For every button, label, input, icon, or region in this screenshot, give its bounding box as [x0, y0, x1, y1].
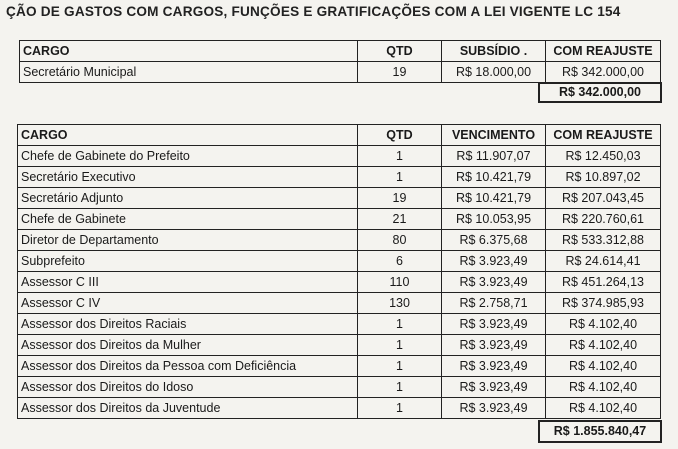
cell-valor: R$ 3.923,49: [442, 377, 546, 398]
cell-cargo: Diretor de Departamento: [18, 230, 358, 251]
cell-cargo: Secretário Adjunto: [18, 188, 358, 209]
cell-valor: R$ 3.923,49: [442, 356, 546, 377]
cell-valor: R$ 3.923,49: [442, 398, 546, 419]
cell-valor: R$ 3.923,49: [442, 314, 546, 335]
cell-qtd: 1: [358, 167, 442, 188]
cell-cargo: Assessor dos Direitos Raciais: [18, 314, 358, 335]
cell-cargo: Secretário Municipal: [20, 62, 358, 83]
header-vencimento: VENCIMENTO: [442, 125, 546, 146]
cell-reajuste: R$ 207.043,45: [546, 188, 661, 209]
cell-cargo: Chefe de Gabinete do Prefeito: [18, 146, 358, 167]
cell-cargo: Chefe de Gabinete: [18, 209, 358, 230]
header-qtd: QTD: [358, 41, 442, 62]
salary-total: R$ 1.855.840,47: [538, 420, 662, 443]
header-cargo: CARGO: [20, 41, 358, 62]
header-qtd: QTD: [358, 125, 442, 146]
cell-cargo: Assessor dos Direitos da Mulher: [18, 335, 358, 356]
document-title: ÇÃO DE GASTOS COM CARGOS, FUNÇÕES E GRATIFICAÇÕES COM A LEI VIGENTE LC 154: [6, 4, 621, 19]
cell-qtd: 110: [358, 272, 442, 293]
table-row: [18, 167, 661, 188]
subsidy-table: [19, 40, 661, 83]
header-reajuste: COM REAJUSTE: [546, 41, 661, 62]
table-header-row: [18, 125, 661, 146]
cell-valor: R$ 3.923,49: [442, 335, 546, 356]
cell-reajuste: R$ 374.985,93: [546, 293, 661, 314]
table-row: [18, 398, 661, 419]
cell-qtd: 21: [358, 209, 442, 230]
table-row: [18, 356, 661, 377]
cell-reajuste: R$ 10.897,02: [546, 167, 661, 188]
cell-cargo: Assessor C III: [18, 272, 358, 293]
cell-valor: R$ 10.053,95: [442, 209, 546, 230]
cell-qtd: 130: [358, 293, 442, 314]
cell-qtd: 1: [358, 335, 442, 356]
cell-reajuste: R$ 4.102,40: [546, 398, 661, 419]
table-row: [18, 314, 661, 335]
cell-cargo: Assessor dos Direitos do Idoso: [18, 377, 358, 398]
cell-reajuste: R$ 220.760,61: [546, 209, 661, 230]
cell-valor: R$ 11.907,07: [442, 146, 546, 167]
table-row: [18, 293, 661, 314]
cell-cargo: Subprefeito: [18, 251, 358, 272]
cell-reajuste: R$ 451.264,13: [546, 272, 661, 293]
table-row: [18, 272, 661, 293]
cell-valor: R$ 2.758,71: [442, 293, 546, 314]
table-row: [20, 62, 661, 83]
cell-valor: R$ 10.421,79: [442, 167, 546, 188]
cell-reajuste: R$ 4.102,40: [546, 377, 661, 398]
salary-table: [17, 124, 661, 419]
cell-cargo: Assessor dos Direitos da Juventude: [18, 398, 358, 419]
table-row: [18, 377, 661, 398]
cell-valor: R$ 3.923,49: [442, 272, 546, 293]
table-row: [18, 209, 661, 230]
cell-valor: R$ 18.000,00: [442, 62, 546, 83]
cell-qtd: 80: [358, 230, 442, 251]
cell-reajuste: R$ 342.000,00: [546, 62, 661, 83]
table-header-row: [20, 41, 661, 62]
cell-qtd: 19: [358, 188, 442, 209]
table-row: [18, 335, 661, 356]
cell-valor: R$ 3.923,49: [442, 251, 546, 272]
cell-reajuste: R$ 533.312,88: [546, 230, 661, 251]
cell-valor: R$ 10.421,79: [442, 188, 546, 209]
table-row: [18, 146, 661, 167]
cell-reajuste: R$ 4.102,40: [546, 335, 661, 356]
cell-cargo: Assessor C IV: [18, 293, 358, 314]
table-row: [18, 251, 661, 272]
cell-qtd: 6: [358, 251, 442, 272]
cell-valor: R$ 6.375,68: [442, 230, 546, 251]
cell-cargo: Secretário Executivo: [18, 167, 358, 188]
cell-reajuste: R$ 4.102,40: [546, 314, 661, 335]
cell-qtd: 1: [358, 398, 442, 419]
cell-reajuste: R$ 4.102,40: [546, 356, 661, 377]
cell-reajuste: R$ 24.614,41: [546, 251, 661, 272]
header-subsidio: SUBSÍDIO .: [442, 41, 546, 62]
cell-cargo: Assessor dos Direitos da Pessoa com Deficiência: [18, 356, 358, 377]
subsidy-total: R$ 342.000,00: [538, 82, 662, 103]
table-row: [18, 188, 661, 209]
cell-reajuste: R$ 12.450,03: [546, 146, 661, 167]
cell-qtd: 1: [358, 377, 442, 398]
header-cargo: CARGO: [18, 125, 358, 146]
cell-qtd: 19: [358, 62, 442, 83]
header-reajuste: COM REAJUSTE: [546, 125, 661, 146]
cell-qtd: 1: [358, 356, 442, 377]
cell-qtd: 1: [358, 314, 442, 335]
cell-qtd: 1: [358, 146, 442, 167]
table-row: [18, 230, 661, 251]
